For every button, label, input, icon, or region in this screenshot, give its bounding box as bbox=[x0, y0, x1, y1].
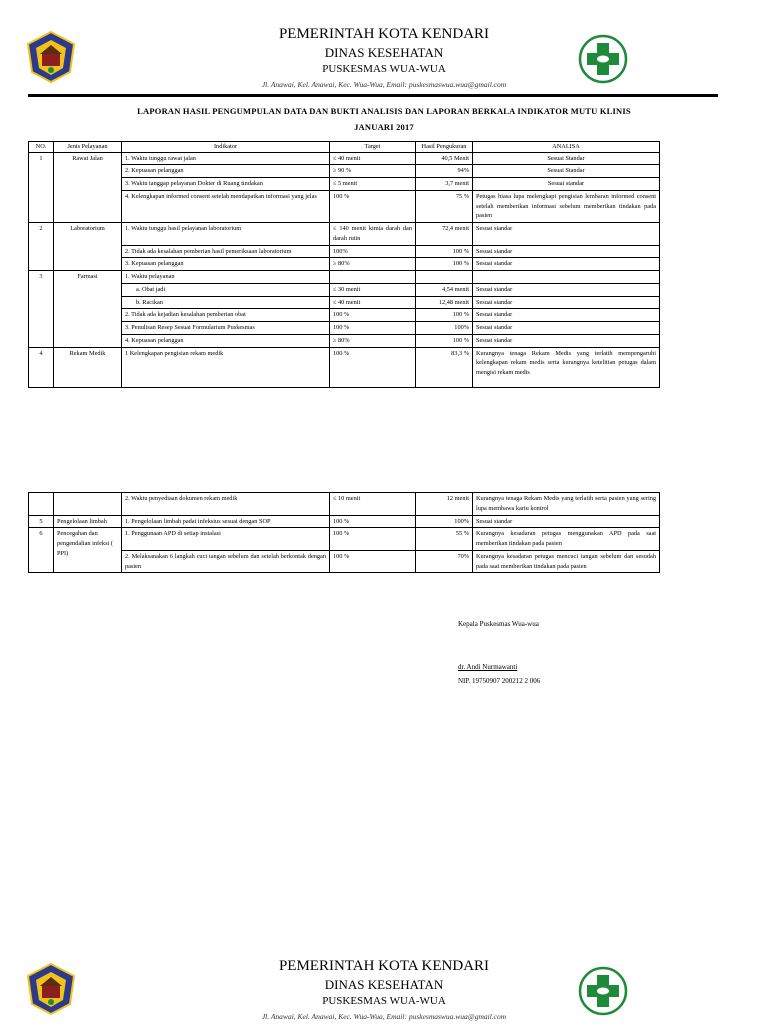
row-target: 100 % bbox=[330, 322, 416, 335]
header-line-1: PEMERINTAH KOTA KENDARI bbox=[278, 958, 490, 974]
row-target: 100 % bbox=[330, 190, 416, 222]
row-jenis: Pengelolaan limbah bbox=[54, 515, 122, 528]
table-row bbox=[29, 296, 660, 309]
row-indikator: 3. Waktu tanggap pelayanan Dokter di Ruang tindakan bbox=[122, 178, 330, 191]
row-analisa: Sesuai standar bbox=[473, 296, 660, 309]
row-analisa: Sesuai standar bbox=[473, 334, 660, 347]
puskesmas-cross-icon bbox=[578, 34, 628, 84]
table-row bbox=[29, 258, 660, 271]
row-analisa: Kurangnya tenaga Rekam Medis yang terlatih serta pasien yang sering lupa membawa kartu kontrol bbox=[473, 493, 660, 516]
row-hasil: 100% bbox=[416, 515, 473, 528]
row-target: ≤ 5 menit bbox=[330, 178, 416, 191]
header-line-2: DINAS KESEHATAN bbox=[324, 45, 444, 60]
row-target: ≥ 80% bbox=[330, 258, 416, 271]
row-hasil: 100 % bbox=[416, 258, 473, 271]
row-analisa: Sesuai standar bbox=[473, 515, 660, 528]
row-no: 6 bbox=[29, 528, 54, 573]
row-target: ≥ 80% bbox=[330, 334, 416, 347]
row-no: 5 bbox=[29, 515, 54, 528]
table-row bbox=[29, 223, 660, 246]
row-jenis: Rekam Medik bbox=[54, 347, 122, 387]
row-analisa: Kurangnya kesadaran petugas mencuci tangan sebelum dan sesudah pada saat memberikan tindakan pada pasien bbox=[473, 550, 660, 573]
row-analisa: Sesuai standar bbox=[473, 322, 660, 335]
row-indikator: 1. Waktu tunggu hasil pelayanan laboratorium bbox=[122, 223, 330, 246]
row-analisa bbox=[473, 271, 660, 284]
report-title: LAPORAN HASIL PENGUMPULAN DATA DAN BUKTI ANALISIS DAN LAPORAN BERKALA INDIKATOR MUTU KLINIS bbox=[137, 106, 631, 116]
row-hasil: 3,7 menit bbox=[416, 178, 473, 191]
row-indikator: 2. Kepuasan pelanggan bbox=[122, 165, 330, 178]
row-hasil: 70% bbox=[416, 550, 473, 573]
signature-name: dr. Andi Nurmawanti bbox=[458, 663, 518, 671]
row-hasil: 12 menit bbox=[416, 493, 473, 516]
col-hasil: Hasil Pengukuran bbox=[416, 142, 473, 153]
table-row bbox=[29, 165, 660, 178]
row-target: ≤ 10 menit bbox=[330, 493, 416, 516]
row-analisa: Sesuai standar bbox=[473, 258, 660, 271]
header-line-1: PEMERINTAH KOTA KENDARI bbox=[278, 26, 490, 42]
table-row bbox=[29, 528, 660, 551]
row-analisa: Sesuai Standar bbox=[473, 152, 660, 165]
row-hasil: 94% bbox=[416, 165, 473, 178]
row-no: 3 bbox=[29, 271, 54, 348]
row-hasil: 83,3 % bbox=[416, 347, 473, 387]
row-indikator: 2. Tidak ada kesalahan pemberian hasil pemeriksaan laboratorium bbox=[122, 245, 330, 258]
row-analisa: Petugas biasa lupa melengkapi pengisian lembaran informed consent setelah memberikan informasi sebelum memberikan tindakan pada pasien bbox=[473, 190, 660, 222]
signature-nip: NIP. 19750907 200212 2 006 bbox=[458, 677, 541, 685]
table-row bbox=[29, 493, 660, 516]
table-row bbox=[29, 347, 660, 387]
row-target: ≤ 140 menit kimia darah dan darah rutin bbox=[330, 223, 416, 246]
row-indikator: 2. Waktu penyediaan dokumen rekam medik bbox=[122, 493, 330, 516]
row-target: 100 % bbox=[330, 515, 416, 528]
table-row bbox=[29, 283, 660, 296]
row-target: ≥ 90 % bbox=[330, 165, 416, 178]
row-indikator: b. Racikan bbox=[122, 296, 330, 309]
row-indikator: a. Obat jadi bbox=[122, 283, 330, 296]
row-analisa: Sesuai standar bbox=[473, 245, 660, 258]
indicator-table-continued bbox=[28, 492, 660, 573]
col-target: Target bbox=[330, 142, 416, 153]
table-row bbox=[29, 152, 660, 165]
row-indikator: 1. Waktu tunggu rawat jalan bbox=[122, 152, 330, 165]
row-target: 100 % bbox=[330, 550, 416, 573]
table-header-row bbox=[29, 142, 660, 153]
letterhead-top bbox=[0, 26, 768, 96]
row-target: 100 % bbox=[330, 309, 416, 322]
row-hasil: 100 % bbox=[416, 245, 473, 258]
header-address: Jl. Anawai, Kel. Anawai, Kec. Wua-Wua, Email: puskesmaswua.wua@gmail.com bbox=[261, 1012, 507, 1021]
col-analisa: ANALISA bbox=[473, 142, 660, 153]
row-analisa: Sesuai standar bbox=[473, 178, 660, 191]
table-row bbox=[29, 515, 660, 528]
row-indikator: 1 Kelengkapan pengisian rekam medik bbox=[122, 347, 330, 387]
row-analisa: Sesuai standar bbox=[473, 309, 660, 322]
row-indikator: 4. Kepuasan pelanggan bbox=[122, 334, 330, 347]
header-rule bbox=[28, 94, 718, 97]
row-jenis: Rawat Jalan bbox=[54, 152, 122, 223]
row-target: 100 % bbox=[330, 528, 416, 551]
row-hasil: 72,4 menit bbox=[416, 223, 473, 246]
header-line-2: DINAS KESEHATAN bbox=[324, 977, 444, 992]
row-target: ≤ 40 menit bbox=[330, 152, 416, 165]
row-jenis: Farmasi bbox=[54, 271, 122, 348]
row-no: 4 bbox=[29, 347, 54, 387]
row-no: 1 bbox=[29, 152, 54, 223]
row-hasil: 12,48 menit bbox=[416, 296, 473, 309]
row-indikator: 3. Penulisan Resep Sesuai Formularium Puskesmas bbox=[122, 322, 330, 335]
col-no: NO. bbox=[29, 142, 54, 153]
table-row bbox=[29, 271, 660, 284]
row-target: 100% bbox=[330, 245, 416, 258]
row-hasil: 55 % bbox=[416, 528, 473, 551]
table-row bbox=[29, 334, 660, 347]
row-target: ≤ 30 menit bbox=[330, 283, 416, 296]
row-indikator: 2. Tidak ada kejadian kesalahan pemberian obat bbox=[122, 309, 330, 322]
table-row bbox=[29, 322, 660, 335]
col-indikator: Indikator bbox=[122, 142, 330, 153]
row-indikator: 4. Kelengkapan informed consent setelah mendapatkan informasi yang jelas bbox=[122, 190, 330, 222]
row-hasil: 100 % bbox=[416, 334, 473, 347]
row-indikator: 1. Waktu pelayanan bbox=[122, 271, 330, 284]
table-row bbox=[29, 245, 660, 258]
row-target: 100 % bbox=[330, 347, 416, 387]
row-indikator: 1. Pengelolaan limbah padat infeksius sesuai dengan SOP bbox=[122, 515, 330, 528]
row-analisa: Kurangnya tenaga Rekam Medis yang terlatih mempengaruhi kelengkapan rekam medis serta kurangnya ketelitian petugas dalam mengisi rekam medis bbox=[473, 347, 660, 387]
row-indikator: 2. Melaksanakan 6 langkah cuci tangan sebelum dan setelah berkontak dengan pasien bbox=[122, 550, 330, 573]
header-line-3: PUSKESMAS WUA-WUA bbox=[322, 995, 446, 1007]
row-target: ≤ 40 menit bbox=[330, 296, 416, 309]
signature-role: Kepala Puskesmas Wua-wua bbox=[458, 620, 539, 628]
header-line-3: PUSKESMAS WUA-WUA bbox=[322, 63, 446, 75]
indicator-table bbox=[28, 141, 660, 388]
row-indikator: 1. Penggunaan APD di setiap instalasi bbox=[122, 528, 330, 551]
table-row bbox=[29, 309, 660, 322]
report-period: JANUARI 2017 bbox=[354, 122, 414, 132]
row-jenis: Pencegahan dan pengendalian infeksi ( PPI) bbox=[54, 528, 122, 573]
row-hasil: 4,54 menit bbox=[416, 283, 473, 296]
row-jenis: Laboratorium bbox=[54, 223, 122, 271]
row-indikator: 3. Kepuasan pelanggan bbox=[122, 258, 330, 271]
row-hasil: 40,5 Menit bbox=[416, 152, 473, 165]
puskesmas-cross-icon bbox=[578, 966, 628, 1016]
row-hasil bbox=[416, 271, 473, 284]
row-hasil: 100% bbox=[416, 322, 473, 335]
row-no: 2 bbox=[29, 223, 54, 271]
row-target bbox=[330, 271, 416, 284]
row-hasil: 100 % bbox=[416, 309, 473, 322]
row-analisa: Sesuai Standar bbox=[473, 165, 660, 178]
col-jenis: Jenis Pelayanan bbox=[54, 142, 122, 153]
row-analisa: Sesuai standar bbox=[473, 223, 660, 246]
table-row bbox=[29, 178, 660, 191]
table-row bbox=[29, 190, 660, 222]
row-analisa: Sesuai standar bbox=[473, 283, 660, 296]
row-hasil: 75 % bbox=[416, 190, 473, 222]
table-row bbox=[29, 550, 660, 573]
header-address: Jl. Anawai, Kel. Anawai, Kec. Wua-Wua, Email: puskesmaswua.wua@gmail.com bbox=[261, 80, 507, 89]
letterhead-bottom bbox=[0, 958, 768, 1028]
row-analisa: Kurangnya kesadaran petugas menggunakan APD pada saat memberikan tindakan pada pasien bbox=[473, 528, 660, 551]
